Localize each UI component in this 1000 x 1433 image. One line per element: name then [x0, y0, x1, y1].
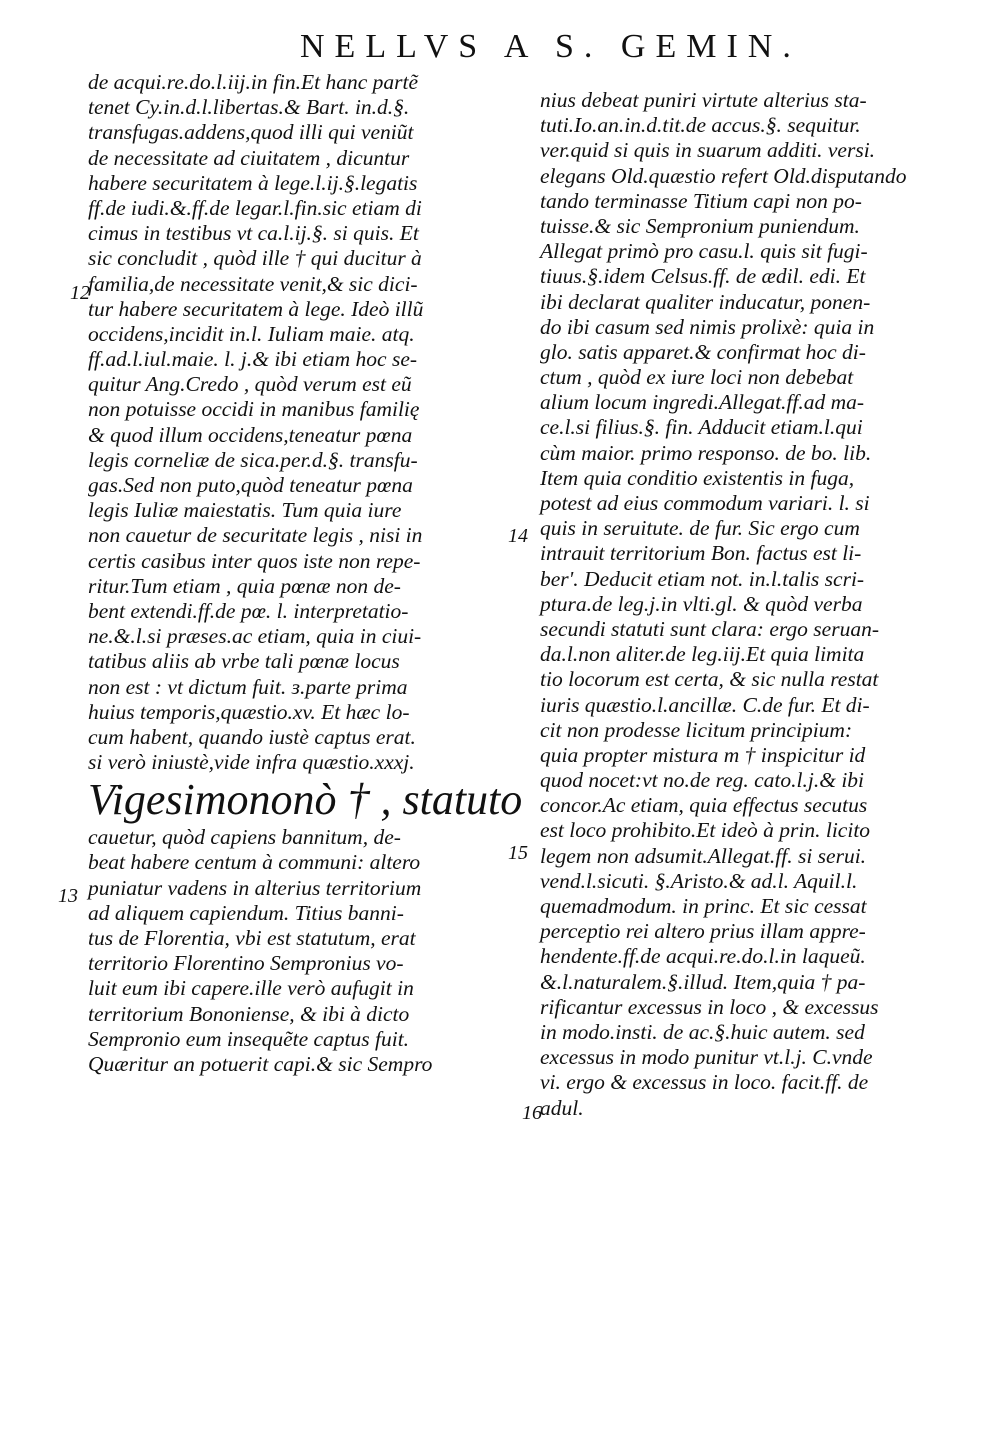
- text-line: & quod illum occidens,teneatur pœna: [88, 422, 413, 447]
- text-line: sic concludit , quòd ille † qui ducitur à: [88, 246, 422, 271]
- text-line: ritur.Tum etiam , quia pœnæ non de-: [88, 573, 401, 598]
- text-line: ff.ad.l.iul.maie. l. j.& ibi etiam hoc se-: [88, 347, 418, 372]
- text-line: perceptio rei altero prius illam appre-: [540, 919, 866, 944]
- text-line: glo. satis apparet.& confirmat hoc di-: [540, 339, 866, 364]
- text-line: ptura.de leg.j.in vlti.gl. & quòd verba: [540, 591, 863, 616]
- text-line: legis corneliæ de sica.per.d.§. transfu-: [88, 447, 418, 472]
- text-line: quia propter mistura m † inspicitur id: [540, 742, 866, 767]
- text-line: ber'. Deducit etiam not. in.l.talis scri-: [540, 566, 865, 591]
- text-line: excessus in modo punitur vt.l.j. C.vnde: [540, 1045, 873, 1070]
- text-line: tur habere securitatem à lege. Ideò illũ: [88, 296, 424, 321]
- text-line: Allegat primò pro casu.l. quis sit fugi-: [540, 239, 868, 264]
- text-line: huius temporis,quæstio.xv. Et hæc lo-: [88, 699, 410, 724]
- text-line: Item quia conditio existentis in fuga,: [540, 465, 855, 490]
- text-line: transfugas.addens,quod illi qui veniũt: [88, 120, 414, 145]
- text-line: puniatur vadens in alterius territorium: [88, 875, 422, 900]
- text-line: territorium Bononiense, & ibi à dicto: [88, 1001, 410, 1026]
- text-line: beat habere centum à communi: altero: [88, 850, 421, 875]
- text-line: quod nocet:vt no.de reg. cato.l.j.& ibi: [540, 768, 865, 793]
- text-line: cùm maior. primo responso. de bo. lib.: [540, 440, 872, 465]
- text-line: tus de Florentia, vbi est statutum, erat: [88, 926, 416, 950]
- margin-number: 12: [70, 282, 90, 304]
- text-line: legem non adsumit.Allegat.ff. si serui.: [540, 843, 867, 868]
- text-line: legis Iuliæ maiestatis. Tum quia iure: [88, 498, 402, 523]
- margin-number: 16: [522, 1102, 542, 1124]
- text-line: intrauit territorium Bon. factus est li-: [540, 541, 862, 566]
- text-line: ff.de iudi.&.ff.de legar.l.fin.sic etiam di: [88, 195, 422, 220]
- running-title: NELLVS A S. GEMIN.: [300, 28, 801, 65]
- text-line: ne.&.l.si præses.ac etiam, quia in ciui-: [88, 624, 422, 649]
- text-line: non cauetur de securitate legis , nisi in: [88, 523, 423, 548]
- text-line: tenet Cy.in.d.l.libertas.& Bart. in.d.§.: [88, 95, 410, 120]
- text-line: alium locum ingredi.Allegat.ff.ad ma-: [540, 390, 865, 415]
- text-line: concor.Ac etiam, quia effectus secutus: [540, 793, 868, 818]
- text-line: de necessitate ad ciuitatem , dicuntur: [88, 145, 410, 170]
- text-line: quitur Ang.Credo , quòd verum est eũ: [88, 372, 412, 397]
- text-line: bent extendi.ff.de pœ. l. interpretatio-: [88, 598, 409, 623]
- text-line: ver.quid si quis in suarum additi. versi.: [540, 138, 876, 163]
- text-line: ad aliquem capiendum. Titius banni-: [88, 900, 404, 925]
- text-line: hendente.ff.de acqui.re.do.l.in laqueũ.: [540, 944, 866, 969]
- text-line: rificantur excessus in loco , & excessus: [540, 994, 879, 1019]
- text-line: tatibus aliis ab vrbe tali pœnæ locus: [88, 649, 400, 674]
- text-line: elegans Old.quæstio refert Old.disputando: [540, 163, 907, 188]
- text-line: Sempronio eum insequẽte captus fuit.: [88, 1026, 410, 1051]
- text-line: Quæritur an potuerit capi.& sic Sempro: [88, 1051, 433, 1076]
- text-line: potest ad eius commodum variari. l. si: [540, 491, 870, 515]
- text-line: nius debeat puniri virtute alterius sta-: [540, 88, 867, 112]
- text-line: da.l.non aliter.de leg.iij.Et quia limita: [540, 642, 865, 667]
- section-heading: Vigesimononò † , statuto: [88, 775, 523, 825]
- text-line: secundi statuti sunt clara: ergo seruan-: [540, 616, 879, 641]
- text-line: quemadmodum. in princ. Et sic cessat: [540, 894, 867, 918]
- text-line: vend.l.sicuti. §.Aristo.& ad.l. Aquil.l.: [540, 868, 858, 893]
- text-line: &.l.naturalem.§.illud. Item,quia † pa-: [540, 969, 866, 994]
- text-line: luit eum ibi capere.ille verò aufugit in: [88, 976, 414, 1001]
- text-line: de acqui.re.do.l.iij.in fin.Et hanc partẽ: [88, 70, 419, 94]
- text-line: cit non prodesse licitum principium:: [540, 717, 853, 742]
- text-line: tando terminasse Titium capi non po-: [540, 188, 862, 213]
- text-line: in modo.insti. de ac.§.huic autem. sed: [540, 1019, 865, 1044]
- text-line: est loco prohibito.Et ideò à prin. licito: [540, 818, 871, 843]
- text-line: cauetur, quòd capiens bannitum, de-: [88, 825, 401, 850]
- margin-number: 14: [508, 525, 528, 547]
- margin-number: 13: [58, 885, 78, 907]
- text-line: do ibi casum sed nimis prolixè: quia in: [540, 314, 875, 339]
- text-line: gas.Sed non puto,quòd teneatur pœna: [88, 473, 413, 497]
- text-line: ctum , quòd ex iure loci non debebat: [540, 365, 854, 390]
- text-line: ibi declarat qualiter inducatur, ponen-: [540, 289, 871, 314]
- text-line: territorio Florentino Sempronius vo-: [88, 951, 404, 976]
- text-line: iuris quæstio.l.ancillæ. C.de fur. Et di-: [540, 692, 870, 717]
- text-line: tuisse.& sic Sempronium puniendum.: [540, 213, 860, 238]
- right-column: [540, 88, 960, 1121]
- text-line: cimus in testibus vt ca.l.ij.§. si quis. Et: [88, 221, 419, 246]
- text-line: occidens,incidit in.l. Iuliam maie. atq.: [88, 321, 415, 346]
- text-line: adul.: [540, 1095, 584, 1120]
- text-line: habere securitatem à lege.l.ij.§.legatis: [88, 170, 418, 195]
- text-line: tiuus.§.idem Celsus.ff. de ædil. edi. Et: [540, 264, 866, 289]
- margin-number: 15: [508, 842, 528, 864]
- text-line: certis casibus inter quos iste non repe-: [88, 548, 421, 573]
- text-line: cum habent, quando iustè captus erat.: [88, 724, 416, 749]
- text-line: familia,de necessitate venit,& sic dici-: [88, 271, 418, 296]
- text-line: non potuisse occidi in manibus familię: [88, 397, 420, 422]
- text-line: vi. ergo & excessus in loco. facit.ff. de: [540, 1070, 869, 1095]
- text-line: tuti.Io.an.in.d.tit.de accus.§. sequitur.: [540, 113, 861, 138]
- text-line: ce.l.si filius.§. fin. Adducit etiam.l.qui: [540, 415, 863, 440]
- text-line: non est : vt dictum fuit. ɜ.parte prima: [88, 674, 408, 699]
- text-line: si verò iniustè,vide infra quæstio.xxxj.: [88, 750, 415, 775]
- text-line: tio locorum est certa, & sic nulla restat: [540, 667, 879, 692]
- text-line: quis in seruitute. de fur. Sic ergo cum: [540, 516, 860, 541]
